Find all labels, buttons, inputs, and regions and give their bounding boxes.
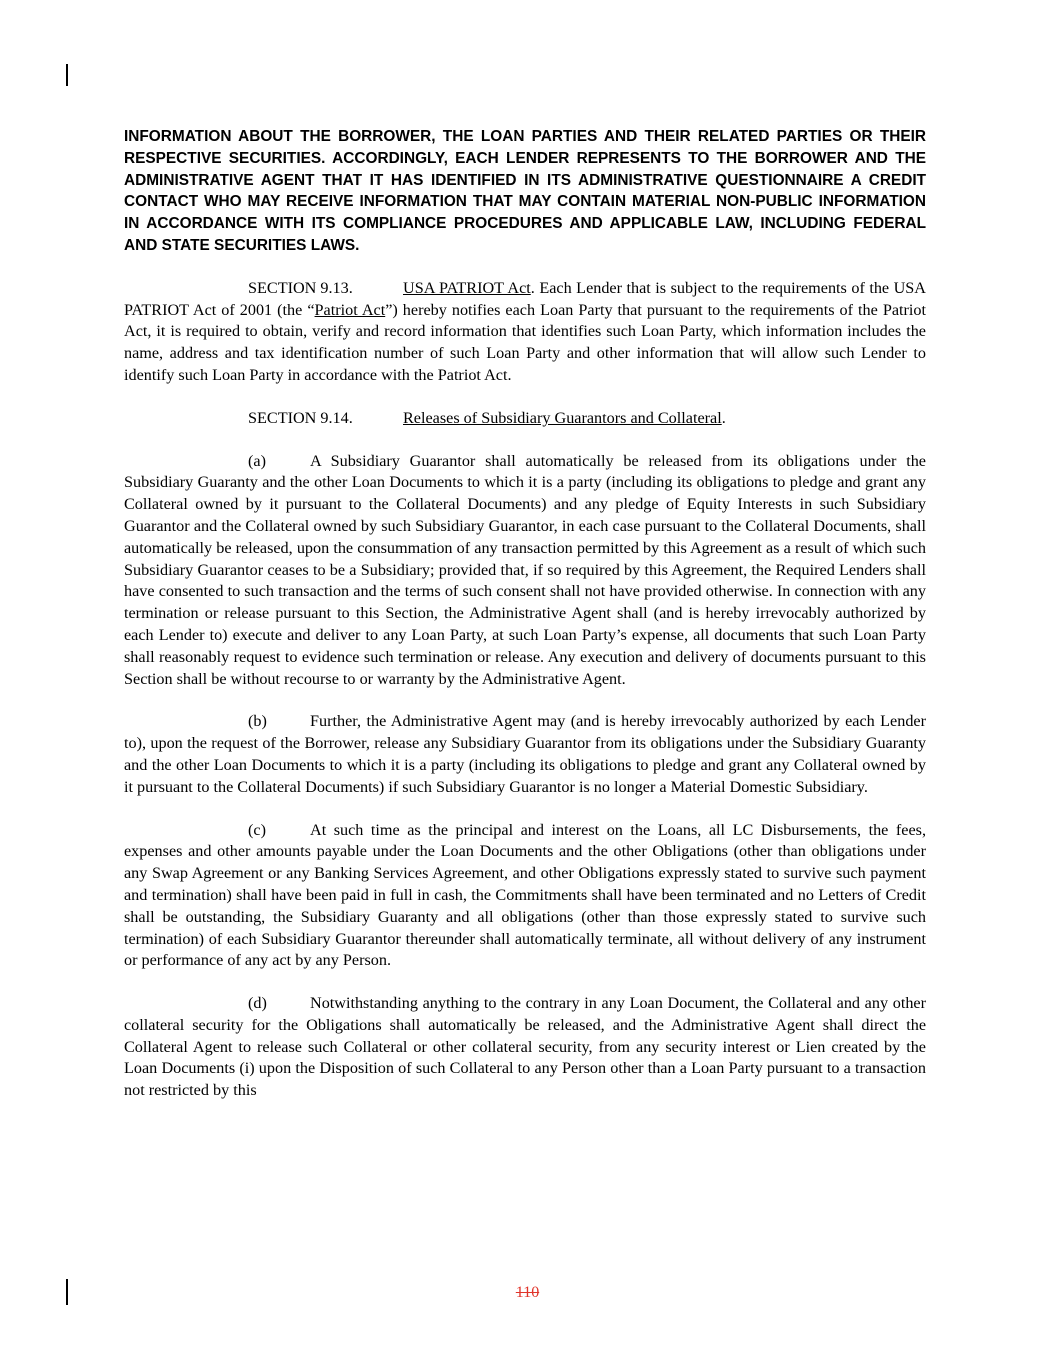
- clause-a-text: A Subsidiary Guarantor shall automatically be released from its obligations under the Subsidiary Guaranty and the other Loan Documents to which it is a party (including its obligations to pledge and grant any Collateral owned by it pursuant to the Collateral Documents) and any pledge of Equity Interests in such Subsidiary Guarantor and the Collateral owned by such Subsidiary Guarantor, in each case pursuant to the Collateral Documents, shall automatically be released, upon the consummation of any transaction permitted by this Agreement as a result of which such Subsidiary Guarantor ceases to be a Subsidiary; provided that, if so required by this Agreement, the Required Lenders shall have consented to such transaction and the terms of such consent shall not have provided otherwise. In connection with any termination or release pursuant to this Section, the Administrative Agent shall (and is hereby irrevocably authorized by each Lender to) execute and deliver to any Loan Party, at such Loan Party’s expense, all documents that such Loan Party shall reasonably request to evidence such termination or release. Any execution and delivery of documents pursuant to this Section shall be without recourse to or warranty by the Administrative Agent.: [124, 451, 926, 688]
- page-number: 110: [515, 1284, 540, 1301]
- section-9-14-heading: [124, 408, 926, 430]
- section-9-13-title: USA PATRIOT Act: [403, 278, 531, 297]
- section-9-13-text-a: . Each Lender that is subject to the requirements of the USA PATRIOT Act of 2001 (the “: [124, 278, 926, 319]
- caps-paragraph: INFORMATION ABOUT THE BORROWER, THE LOAN PARTIES AND THEIR RELATED PARTIES OR THEIR RESPECTIVE SECURITIES. ACCORDINGLY, EACH LENDER REPRESENTS TO THE BORROWER AND THE ADMINISTRATIVE AGENT THAT IT HAS IDENTIFIED IN ITS ADMINISTRATIVE QUESTIONNAIRE A CREDIT CONTACT WHO MAY RECEIVE INFORMATION THAT MAY CONTAIN MATERIAL NON-PUBLIC INFORMATION IN ACCORDANCE WITH ITS COMPLIANCE PROCEDURES AND APPLICABLE LAW, INCLUDING FEDERAL AND STATE SECURITIES LAWS.: [124, 128, 926, 254]
- section-9-14-title-end: .: [721, 408, 726, 427]
- clause-b-text: Further, the Administrative Agent may (and is hereby irrevocably authorized by each Lender to), upon the request of the Borrower, release any Subsidiary Guarantor from its obligations under the Subsidiary Guaranty and the other Loan Documents to which it is a party (including its obligations to pledge and grant any Collateral owned by it pursuant to the Collateral Documents) if such Subsidiary Guarantor is no longer a Material Domestic Subsidiary.: [124, 712, 926, 796]
- section-9-13-number: SECTION 9.13.: [248, 278, 353, 297]
- change-bar-top: [66, 64, 68, 86]
- patriot-act-defined-term: Patriot Act: [314, 300, 386, 319]
- section-9-14-number: SECTION 9.14.: [248, 408, 353, 427]
- clause-c-text: At such time as the principal and interest on the Loans, all LC Disbursements, the fees, expenses and other amounts payable under the Loan Documents and the other Obligations (other than obligations under any Swap Agreement or any Banking Services Agreement, and other Obligations expressly stated to survive such payment and termination) shall have been paid in full in cash, the Commitments shall have been terminated and no Letters of Credit shall be outstanding, the Subsidiary Guaranty and all obligations (other than those expressly stated to survive such termination) of each Subsidiary Guarantor thereunder shall automatically terminate, all without delivery of any instrument or performance of any act by any Person.: [124, 820, 926, 970]
- section-9-13: [124, 278, 926, 387]
- clause-d-text: Notwithstanding anything to the contrary in any Loan Document, the Collateral and any other collateral security for the Obligations shall automatically be released, and the Administrative Agent shall direct the Collateral Agent to release such Collateral or other collateral security, from any security interest or Lien created by the Loan Documents (i) upon the Disposition of such Collateral to any Person other than a Loan Party pursuant to a transaction not restricted by this: [124, 994, 926, 1100]
- clause-a: [124, 451, 926, 691]
- clause-d: [124, 993, 926, 1102]
- clause-b-label: (b): [248, 712, 267, 731]
- clause-c-label: (c): [248, 820, 266, 839]
- section-9-14-title: Releases of Subsidiary Guarantors and Collateral: [403, 408, 722, 427]
- section-9-13-text-b: ”) hereby notifies each Loan Party that pursuant to the requirements of the Patriot Act, it is required to obtain, verify and record information that identifies such Loan Party, which information includes the name, address and tax identification number of such Loan Party and other information that will allow such Lender to identify such Loan Party in accordance with the Patriot Act.: [124, 300, 926, 384]
- document-page: [124, 126, 926, 1123]
- clause-c: [124, 820, 926, 973]
- clause-a-label: (a): [248, 451, 266, 470]
- clause-b: [124, 711, 926, 798]
- clause-d-label: (d): [248, 994, 267, 1013]
